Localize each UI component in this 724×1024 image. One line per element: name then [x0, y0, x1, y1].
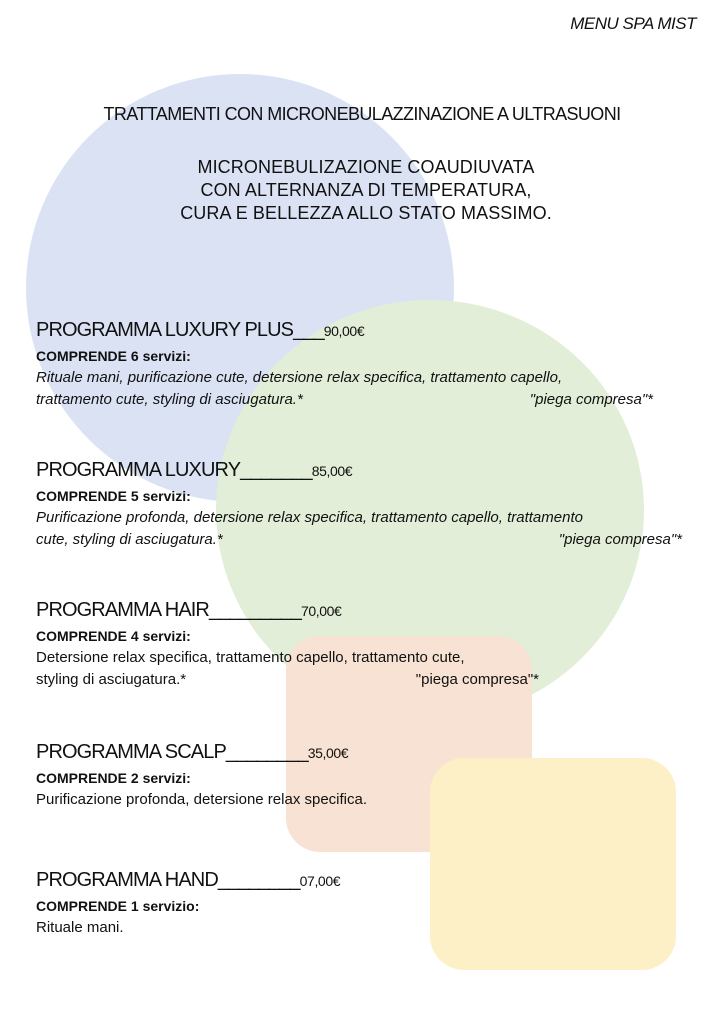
description-line: Purificazione profonda, detersione relax specifica. [36, 791, 368, 808]
program-luxury [36, 457, 706, 551]
description-line: Purificazione profonda, detersione relax specifica, trattamento capello, trattamento [36, 509, 583, 526]
description-line: trattamento cute, styling di asciugatura.* [36, 391, 303, 408]
program-description [36, 507, 706, 551]
description-line: Detersione relax specifica, trattamento capello, trattamento cute, [36, 649, 465, 666]
intro-line: CON ALTERNANZA DI TEMPERATURA, [200, 180, 532, 200]
program-description [36, 647, 706, 691]
program-price: 85,00€ [311, 463, 353, 479]
piega-note: "piega compresa"* [558, 531, 682, 548]
program-luxury-plus [36, 317, 706, 411]
piega-note: "piega compresa"* [415, 671, 539, 688]
services-count: COMPRENDE 4 servizi: [36, 628, 191, 644]
leader-line: ________ [217, 869, 300, 891]
program-heading [36, 739, 706, 767]
program-hand [36, 867, 706, 939]
program-hair [36, 597, 706, 691]
description-line: Rituale mani. [36, 919, 124, 936]
services-count: COMPRENDE 6 servizi: [36, 348, 191, 364]
description-line: Rituale mani, purificazione cute, detersione relax specifica, trattamento capello, [36, 369, 563, 386]
intro-line: CURA E BELLEZZA ALLO STATO MASSIMO. [180, 203, 552, 223]
program-description [36, 789, 706, 811]
program-heading [36, 867, 706, 895]
services-count: COMPRENDE 1 servizio: [36, 898, 200, 914]
leader-line: _______ [240, 459, 312, 481]
description-line: styling di asciugatura.* [36, 671, 187, 688]
program-description [36, 917, 706, 939]
program-name: PROGRAMMA HAIR [36, 599, 209, 621]
brand-header: MENU SPA MIST [570, 14, 696, 33]
program-heading [36, 317, 706, 345]
leader-line: ___ [293, 319, 324, 341]
services-count: COMPRENDE 2 servizi: [36, 770, 191, 786]
program-name: PROGRAMMA HAND [36, 869, 218, 891]
program-name: PROGRAMMA LUXURY [36, 459, 241, 481]
page-title: TRATTAMENTI CON MICRONEBULAZZINAZIONE A ULTRASUONI [103, 104, 621, 124]
program-price: 90,00€ [323, 323, 365, 339]
program-heading [36, 597, 706, 625]
program-price: 70,00€ [301, 603, 342, 619]
program-price: 07,00€ [299, 873, 341, 889]
program-scalp [36, 739, 706, 811]
intro-text [0, 156, 724, 225]
program-heading [36, 457, 706, 485]
program-description [36, 367, 706, 411]
program-name: PROGRAMMA LUXURY PLUS [36, 319, 294, 341]
program-price: 35,00€ [307, 745, 349, 761]
services-count: COMPRENDE 5 servizi: [36, 488, 191, 504]
intro-line: MICRONEBULIZAZIONE COAUDIUVATA [197, 157, 535, 177]
leader-line: ________ [225, 741, 308, 763]
description-line: cute, styling di asciugatura.* [36, 531, 223, 548]
program-name: PROGRAMMA SCALP [36, 741, 226, 763]
piega-note: "piega compresa"* [529, 391, 653, 408]
leader-line: _________ [208, 599, 301, 621]
